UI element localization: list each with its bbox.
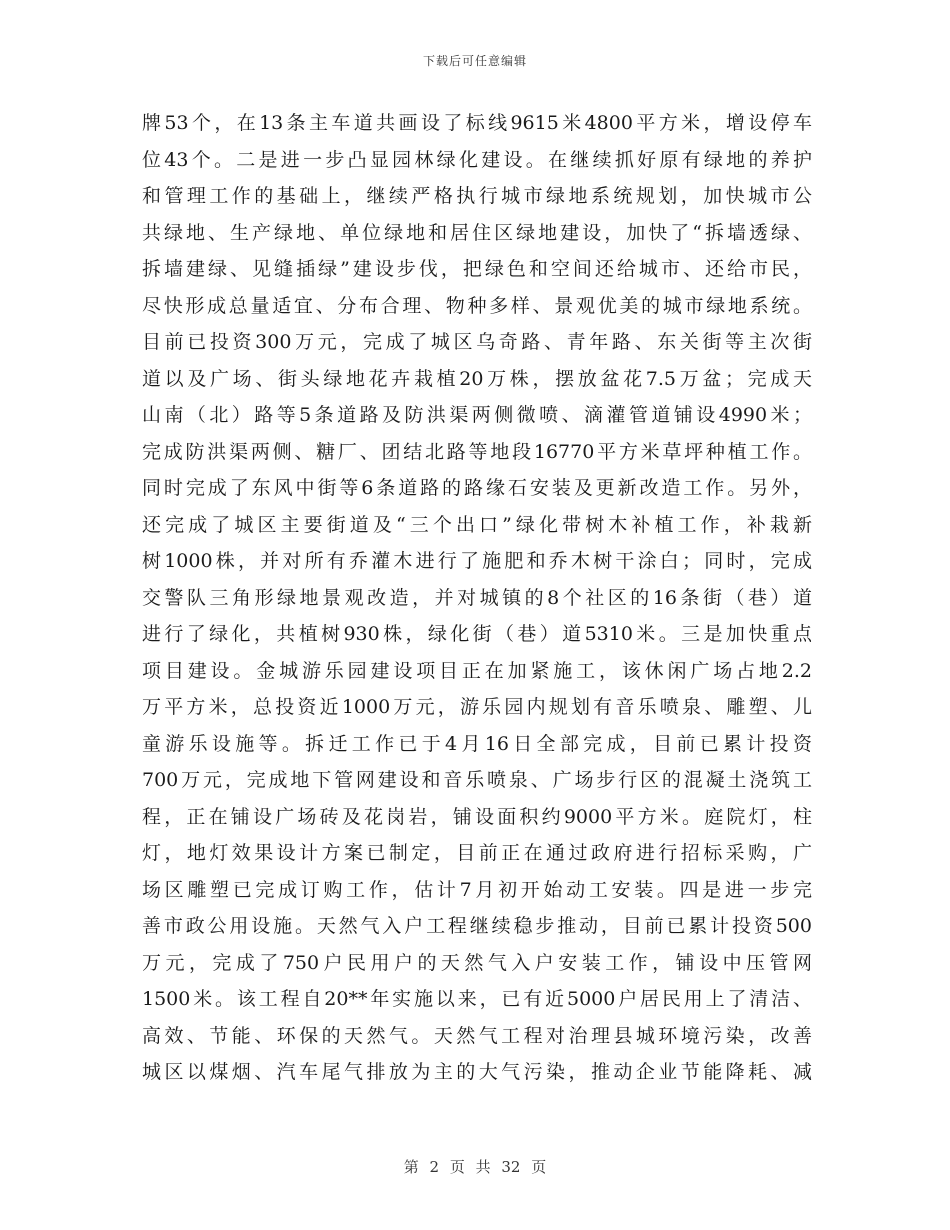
page-header: 下载后可任意编辑: [422, 54, 527, 68]
body-line: 交警队三角形绿地景观改造，并对城镇的8个社区的16条街（巷）道: [142, 586, 812, 609]
body-line: 万平方米，总投资近1000万元，游乐园内规划有音乐喷泉、雕塑、儿: [142, 696, 812, 718]
body-line: 尽快形成总量适宜、分布合理、物种多样、景观优美的城市绿地系统。: [142, 294, 812, 317]
document-body: [142, 105, 812, 1091]
body-line: 1500米。该工程自20**年实施以来，已有近5000户居民用上了清洁、: [142, 988, 812, 1010]
body-line: 善市政公用设施。天然气入户工程继续稳步推动，目前已累计投资500: [142, 915, 812, 937]
body-line: 高效、节能、环保的天然气。天然气工程对治理县城环境污染，改善: [142, 1024, 812, 1047]
body-line: 拆墙建绿、见缝插绿”建设步伐，把绿色和空间还给城市、还给市民，: [142, 258, 812, 280]
body-line: 完成防洪渠两侧、糖厂、团结北路等地段16770平方米草坪种植工作。: [142, 440, 812, 463]
body-line: 万元，完成了750户民用户的天然气入户安装工作，铺设中压管网: [142, 951, 812, 974]
body-line: 场区雕塑已完成订购工作，估计7月初开始动工安装。四是进一步完: [142, 878, 812, 901]
body-line: 还完成了城区主要街道及“三个出口”绿化带树木补植工作，补栽新: [142, 513, 812, 536]
body-line: 牌53个，在13条主车道共画设了标线9615米4800平方米，增设停车: [142, 112, 812, 134]
body-line: 共绿地、生产绿地、单位绿地和居住区绿地建设，加快了“拆墙透绿、: [142, 221, 812, 244]
body-line: 城区以煤烟、汽车尾气排放为主的大气污染，推动企业节能降耗、减: [142, 1061, 812, 1083]
body-line: 树1000株，并对所有乔灌木进行了施肥和乔木树干涂白；同时，完成: [142, 550, 812, 572]
body-line: 程，正在铺设广场砖及花岗岩，铺设面积约9000平方米。庭院灯，柱: [142, 805, 812, 828]
body-line: 位43个。二是进一步凸显园林绿化建设。在继续抓好原有绿地的养护: [142, 148, 812, 171]
body-line: 灯，地灯效果设计方案已制定，目前正在通过政府进行招标采购，广: [142, 842, 812, 864]
body-line: 进行了绿化，共植树930株，绿化街（巷）道5310米。三是加快重点: [142, 623, 812, 645]
body-line: 700万元，完成地下管网建设和音乐喷泉、广场步行区的混凝土浇筑工: [142, 769, 812, 791]
body-line: 目前已投资300万元，完成了城区乌奇路、青年路、东关街等主次街: [142, 331, 812, 353]
body-line: 和管理工作的基础上，继续严格执行城市绿地系统规划，加快城市公: [142, 185, 812, 207]
body-line: 山南（北）路等5条道路及防洪渠两侧微喷、滴灌管道铺设4990米；: [142, 404, 812, 426]
body-line: 童游乐设施等。拆迁工作已于4月16日全部完成，目前已累计投资: [142, 732, 812, 755]
body-line: 项目建设。金城游乐园建设项目正在加紧施工，该休闲广场占地2.2: [142, 659, 812, 682]
body-line: 道以及广场、街头绿地花卉栽植20万株，摆放盆花7.5万盆；完成天: [142, 367, 812, 390]
page-footer: 第 2 页 共 32 页: [403, 1158, 547, 1176]
body-line: 同时完成了东风中街等6条道路的路缘石安装及更新改造工作。另外，: [142, 477, 812, 499]
